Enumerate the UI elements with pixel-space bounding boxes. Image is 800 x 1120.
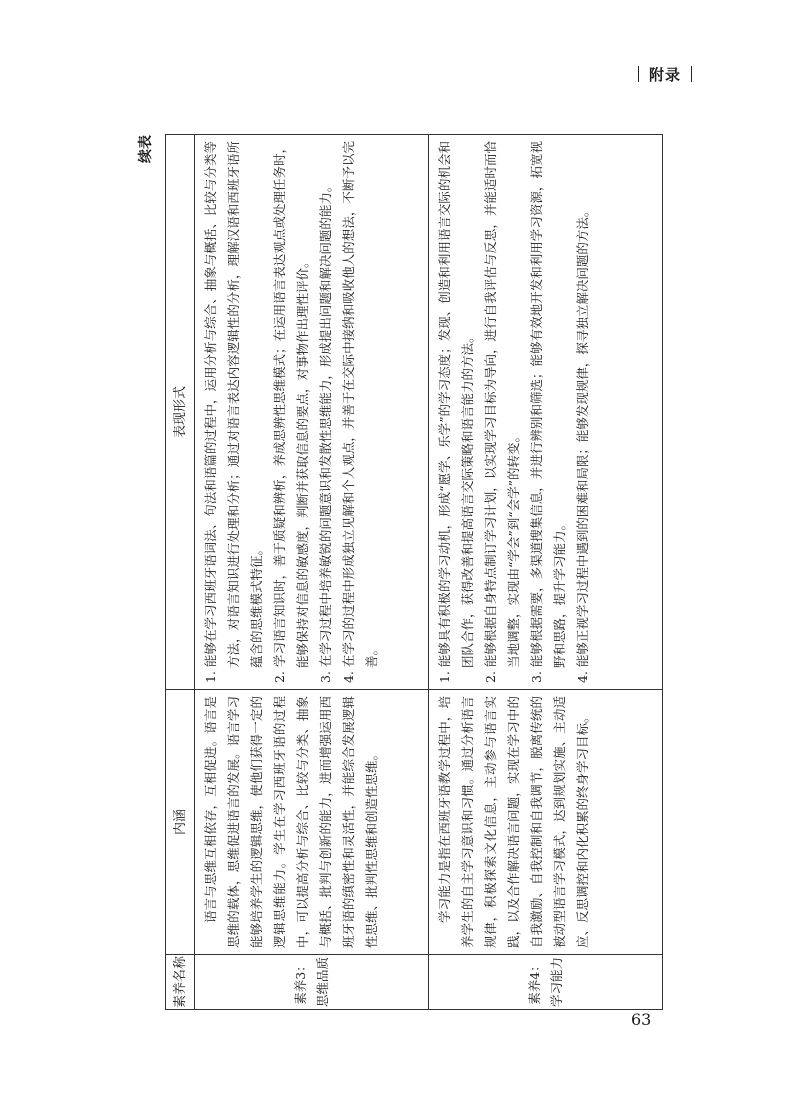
competency-forms <box>429 135 663 690</box>
header-right-rule <box>691 66 692 82</box>
list-item: 3. 能够根据需要，多渠道搜集信息，并进行辨别和筛选；能够有效地开发和利用学习资源，拓宽视野和思路，提升学习能力。 <box>529 141 567 683</box>
column-header-name: 素养名称 <box>166 955 195 1010</box>
competency-forms <box>195 135 429 690</box>
table-header-row <box>166 135 195 1010</box>
rotated-table-block <box>138 135 650 1010</box>
continued-label: 续表 <box>138 135 154 163</box>
page-number: 63 <box>631 1010 652 1029</box>
list-item: 1. 能够具有积极的学习动机，形成“愿学、乐学”的学习态度；发现、创造和利用语言交际的机会和团队合作，获得改善和提高语言交际策略和语言能力的方法。 <box>437 141 475 683</box>
competency-table <box>165 134 663 1010</box>
header-left-rule <box>638 66 639 82</box>
competency-content: 语言与思维互相依存，互相促进。语言是思维的载体，思维促进语言的发展。语言学习能够培养学生的逻辑思维，使他们获得一定的逻辑思维能力。学生在学习西班牙语的过程中，可以提高分析与综合、比较与分类、抽象与概括、批判与创新的能力，进而增强运用西班牙语的缜密性和灵活性，并能综合发展逻辑性思维、批判性思维和创造性思维。 <box>195 690 429 955</box>
list-item: 2. 能够根据自身特点制订学习计划，以实现学习目标为导向，进行自我评估与反思，并能适时而恰当地调整，实现由“学会”到“会学”的转变。 <box>483 141 521 683</box>
list-item: 1. 能够在学习西班牙语词法、句法和语篇的过程中，运用分析与综合、抽象与概括、比较与分类等方法，对语言知识进行处理和分析；通过对语言表达内容逻辑性的分析，理解汉语和西班牙语所蕴含的思维模式特征。 <box>203 141 264 683</box>
running-header <box>628 64 702 85</box>
list-item: 2. 学习语言知识时，善于质疑和辨析，养成思辨性思维模式；在运用语言表达观点或处理任务时，能够保持对信息的敏感度，判断并获取信息的要点，对事物作出理性评价。 <box>272 141 310 683</box>
table-row <box>429 135 663 1010</box>
column-header-content: 内涵 <box>166 690 195 955</box>
competency-name: 素养4： 学习能力 <box>429 955 663 1010</box>
competency-content: 学习能力是指在西班牙语教学过程中，培养学生的自主学习意识和习惯。通过分析语言规律，积极探索文化信息，主动参与语言实践，以及合作解决语言问题，实现在学习中的自我激励、自我控制和自我调节，脱离传统的被动型语言学习模式，达到规划实施、主动适应、反思调控和内化积累的终身学习目标。 <box>429 690 663 955</box>
list-item: 4. 能够正视学习过程中遇到的困难和局限；能够发现规律，探寻独立解决问题的方法。 <box>575 204 590 683</box>
header-title: 附录 <box>648 66 681 84</box>
column-header-forms: 表现形式 <box>166 135 195 690</box>
table-row <box>195 135 429 1010</box>
list-item: 4. 在学习的过程中形成独立见解和个人观点，并善于在交际中接纳和吸收他人的想法，不断予以完善。 <box>341 141 379 683</box>
competency-name: 素养3： 思维品质 <box>195 955 429 1010</box>
list-item: 3. 在学习过程中培养敏锐的问题意识和发散性思维能力，形成提出问题和解决问题的能力。 <box>318 179 333 683</box>
